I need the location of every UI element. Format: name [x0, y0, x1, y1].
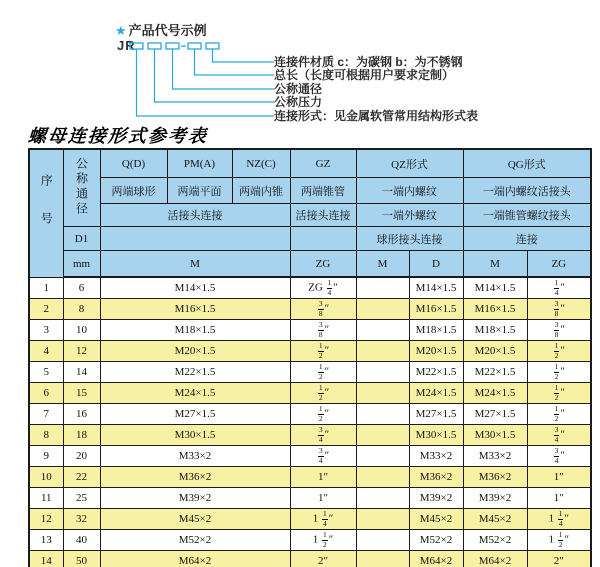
cell-zg-thread: $\frac{3}{4}$ ″ — [290, 446, 356, 467]
cell-qg-zg: $\frac{3}{4}$ ″ — [527, 446, 591, 467]
cell-qz-m — [356, 551, 409, 567]
header-qz-d-label: D — [409, 251, 463, 278]
diagram-label-length: 总长（长度可根据用户要求定制） — [274, 68, 455, 82]
cell-qz-d: M14×1.5 — [409, 277, 463, 299]
diagram-title-text: 产品代号示例 — [128, 23, 207, 38]
cell-qz-m — [356, 341, 409, 362]
cell-zg-thread: $\frac{3}{8}$ ″ — [290, 299, 356, 320]
cell-zg-thread: $\frac{3}{8}$ ″ — [290, 320, 356, 341]
star-icon: ★ — [115, 23, 127, 38]
header-serial: 序号 — [29, 149, 63, 277]
cell-qg-zg: $\frac{3}{8}$ ″ — [527, 320, 591, 341]
header-col-q: Q(D) — [100, 149, 167, 178]
cell-zg-thread: 1 $\frac{1}{4}$ ″ — [290, 509, 356, 530]
cell-qz-m — [356, 488, 409, 509]
diagram-title — [115, 20, 207, 39]
cell-dn-mm: 22 — [63, 467, 100, 488]
cell-qg-zg: 2″ — [527, 551, 591, 567]
cell-qg-m: M64×2 — [463, 551, 527, 567]
header-qz-m-label: M — [356, 251, 409, 278]
cell-dn-mm: 16 — [63, 404, 100, 425]
cell-qz-m — [356, 320, 409, 341]
header-qg-connection: 连接 — [463, 227, 591, 251]
cell-m-thread: M39×2 — [100, 488, 290, 509]
cell-qg-zg: $\frac{1}{2}$ ″ — [527, 404, 591, 425]
cell-qg-zg: $\frac{1}{4}$ ″ — [527, 277, 591, 299]
table-row — [29, 320, 591, 341]
product-code-diagram — [0, 0, 600, 128]
diagram-label-material: 连接件材质 c：为碳钢 b：为不锈钢 — [274, 55, 463, 69]
header-qg-desc1: 一端内螺纹活接头 — [463, 178, 591, 204]
cell-zg-thread: 2″ — [290, 551, 356, 567]
cell-serial: 4 — [29, 341, 63, 362]
cell-serial: 1 — [29, 277, 63, 299]
diagram-label-connection: 连接形式：见金属软管常用结构形式表 — [274, 109, 479, 123]
code-box — [148, 43, 161, 49]
cell-qz-m — [356, 425, 409, 446]
header-nominal-diameter: 公称通径 — [63, 149, 100, 227]
cell-zg-thread: 1 $\frac{1}{2}$ ″ — [290, 530, 356, 551]
cell-qg-m: M30×1.5 — [463, 425, 527, 446]
cell-dn-mm: 50 — [63, 551, 100, 567]
code-box — [188, 43, 201, 49]
cell-dn-mm: 15 — [63, 383, 100, 404]
cell-m-thread: M22×1.5 — [100, 362, 290, 383]
cell-zg-thread: $\frac{1}{2}$ ″ — [290, 404, 356, 425]
diagram-label-pressure: 公称压力 — [274, 95, 323, 109]
table-row — [29, 446, 591, 467]
header-gz-connection: 活接头连接 — [290, 204, 356, 227]
header-nz-desc: 两端内锥 — [232, 178, 290, 204]
diagram-label-diameter: 公称通径 — [274, 82, 323, 96]
cell-m-thread: M45×2 — [100, 509, 290, 530]
cell-qz-m — [356, 362, 409, 383]
table-row — [29, 551, 591, 567]
table-row — [29, 299, 591, 320]
cell-serial: 3 — [29, 320, 63, 341]
cell-zg-thread: $\frac{1}{2}$ ″ — [290, 383, 356, 404]
cell-qg-zg: $\frac{1}{2}$ ″ — [527, 341, 591, 362]
cell-qz-m — [356, 383, 409, 404]
cell-m-thread: M64×2 — [100, 551, 290, 567]
header-d1: D1 — [63, 227, 100, 251]
cell-zg-thread: 1″ — [290, 488, 356, 509]
cell-qz-d: M24×1.5 — [409, 383, 463, 404]
cell-serial: 13 — [29, 530, 63, 551]
cell-qz-d: M52×2 — [409, 530, 463, 551]
cell-m-thread: M14×1.5 — [100, 277, 290, 299]
table-row — [29, 467, 591, 488]
table-row — [29, 509, 591, 530]
header-qg-desc2: 一端锥管螺纹接头 — [463, 204, 591, 227]
cell-qg-zg: $\frac{3}{8}$ ″ — [527, 299, 591, 320]
cell-m-thread: M52×2 — [100, 530, 290, 551]
cell-qg-m: M16×1.5 — [463, 299, 527, 320]
cell-qg-m: M18×1.5 — [463, 320, 527, 341]
header-qz-desc1: 一端内螺纹 — [356, 178, 463, 204]
cell-serial: 8 — [29, 425, 63, 446]
cell-dn-mm: 8 — [63, 299, 100, 320]
cell-qz-d: M36×2 — [409, 467, 463, 488]
table-row — [29, 277, 591, 299]
cell-qz-m — [356, 277, 409, 299]
cell-qz-m — [356, 467, 409, 488]
header-qz-desc2: 一端外螺纹 — [356, 204, 463, 227]
cell-serial: 5 — [29, 362, 63, 383]
cell-dn-mm: 20 — [63, 446, 100, 467]
cell-qz-d: M22×1.5 — [409, 362, 463, 383]
code-box — [166, 43, 179, 49]
header-mm: mm — [63, 251, 100, 278]
cell-dn-mm: 12 — [63, 341, 100, 362]
cell-dn-mm: 25 — [63, 488, 100, 509]
header-col-pm: PM(A) — [167, 149, 232, 178]
cell-serial: 11 — [29, 488, 63, 509]
cell-qz-m — [356, 530, 409, 551]
cell-dn-mm: 6 — [63, 277, 100, 299]
cell-qg-zg: 1 $\frac{1}{2}$ ″ — [527, 530, 591, 551]
code-box — [206, 43, 219, 49]
code-box — [130, 43, 143, 49]
cell-qg-m: M27×1.5 — [463, 404, 527, 425]
cell-zg-thread: $\frac{1}{2}$ ″ — [290, 341, 356, 362]
cell-qg-zg: $\frac{1}{2}$ ″ — [527, 383, 591, 404]
header-col-gz: GZ — [290, 149, 356, 178]
cell-dn-mm: 18 — [63, 425, 100, 446]
header-empty-cell — [100, 227, 290, 251]
table-row — [29, 488, 591, 509]
cell-qg-m: M36×2 — [463, 467, 527, 488]
cell-qg-m: M14×1.5 — [463, 277, 527, 299]
cell-qg-m: M24×1.5 — [463, 383, 527, 404]
header-qg-zg-label: ZG — [527, 251, 591, 278]
cell-serial: 2 — [29, 299, 63, 320]
header-union-connection: 活接头连接 — [100, 204, 290, 227]
table-row — [29, 341, 591, 362]
table-row — [29, 404, 591, 425]
cell-qz-d: M45×2 — [409, 509, 463, 530]
cell-qz-m — [356, 404, 409, 425]
cell-qg-zg: 1 $\frac{1}{4}$ ″ — [527, 509, 591, 530]
cell-qg-zg: $\frac{3}{4}$ ″ — [527, 425, 591, 446]
table-row — [29, 362, 591, 383]
cell-qg-m: M39×2 — [463, 488, 527, 509]
header-pm-desc: 两端平面 — [167, 178, 232, 204]
cell-qz-d: M30×1.5 — [409, 425, 463, 446]
cell-m-thread: M16×1.5 — [100, 299, 290, 320]
cell-serial: 7 — [29, 404, 63, 425]
header-gz-desc: 两端锥管 — [290, 178, 356, 204]
header-q-desc: 两端球形 — [100, 178, 167, 204]
cell-m-thread: M24×1.5 — [100, 383, 290, 404]
cell-qg-m: M20×1.5 — [463, 341, 527, 362]
header-empty-cell — [290, 227, 356, 251]
cell-qz-d: M64×2 — [409, 551, 463, 567]
header-col-qg: QG形式 — [463, 149, 591, 178]
header-m-label: M — [100, 251, 290, 278]
cell-zg-thread: ZG $\frac{1}{4}$ ″ — [290, 277, 356, 299]
cell-qg-m: M45×2 — [463, 509, 527, 530]
cell-qz-m — [356, 446, 409, 467]
leader-line — [173, 49, 275, 89]
cell-m-thread: M27×1.5 — [100, 404, 290, 425]
cell-qz-d: M18×1.5 — [409, 320, 463, 341]
cell-qg-m: M33×2 — [463, 446, 527, 467]
cell-zg-thread: $\frac{1}{2}$ ″ — [290, 362, 356, 383]
nut-connection-reference-table — [28, 148, 592, 567]
cell-zg-thread: $\frac{3}{4}$ ″ — [290, 425, 356, 446]
table-row — [29, 383, 591, 404]
header-col-qz: QZ形式 — [356, 149, 463, 178]
table-row — [29, 530, 591, 551]
cell-m-thread: M30×1.5 — [100, 425, 290, 446]
cell-qz-m — [356, 509, 409, 530]
cell-qz-d: M27×1.5 — [409, 404, 463, 425]
header-qg-m-label: M — [463, 251, 527, 278]
cell-m-thread: M18×1.5 — [100, 320, 290, 341]
cell-m-thread: M36×2 — [100, 467, 290, 488]
cell-zg-thread: 1″ — [290, 467, 356, 488]
cell-qz-d: M16×1.5 — [409, 299, 463, 320]
header-qz-connection: 球形接头连接 — [356, 227, 463, 251]
cell-dn-mm: 14 — [63, 362, 100, 383]
cell-serial: 10 — [29, 467, 63, 488]
header-zg-label: ZG — [290, 251, 356, 278]
cell-m-thread: M33×2 — [100, 446, 290, 467]
cell-serial: 6 — [29, 383, 63, 404]
cell-qg-zg: 1″ — [527, 488, 591, 509]
cell-serial: 9 — [29, 446, 63, 467]
cell-qg-m: M52×2 — [463, 530, 527, 551]
cell-qz-d: M20×1.5 — [409, 341, 463, 362]
cell-serial: 14 — [29, 551, 63, 567]
table-title: 螺母连接形式参考表 — [27, 126, 209, 146]
cell-dn-mm: 10 — [63, 320, 100, 341]
table-row — [29, 425, 591, 446]
cell-qg-zg: $\frac{1}{2}$ ″ — [527, 362, 591, 383]
header-col-nz: NZ(C) — [232, 149, 290, 178]
cell-qg-m: M22×1.5 — [463, 362, 527, 383]
leader-line — [137, 49, 275, 116]
cell-qg-zg: 1″ — [527, 467, 591, 488]
product-code-prefix: JR — [117, 38, 136, 53]
cell-serial: 12 — [29, 509, 63, 530]
cell-dn-mm: 32 — [63, 509, 100, 530]
cell-m-thread: M20×1.5 — [100, 341, 290, 362]
cell-qz-m — [356, 299, 409, 320]
cell-qz-d: M33×2 — [409, 446, 463, 467]
cell-qz-d: M39×2 — [409, 488, 463, 509]
leader-line — [213, 49, 275, 62]
code-boxes-and-leader-lines — [128, 40, 274, 124]
cell-dn-mm: 40 — [63, 530, 100, 551]
